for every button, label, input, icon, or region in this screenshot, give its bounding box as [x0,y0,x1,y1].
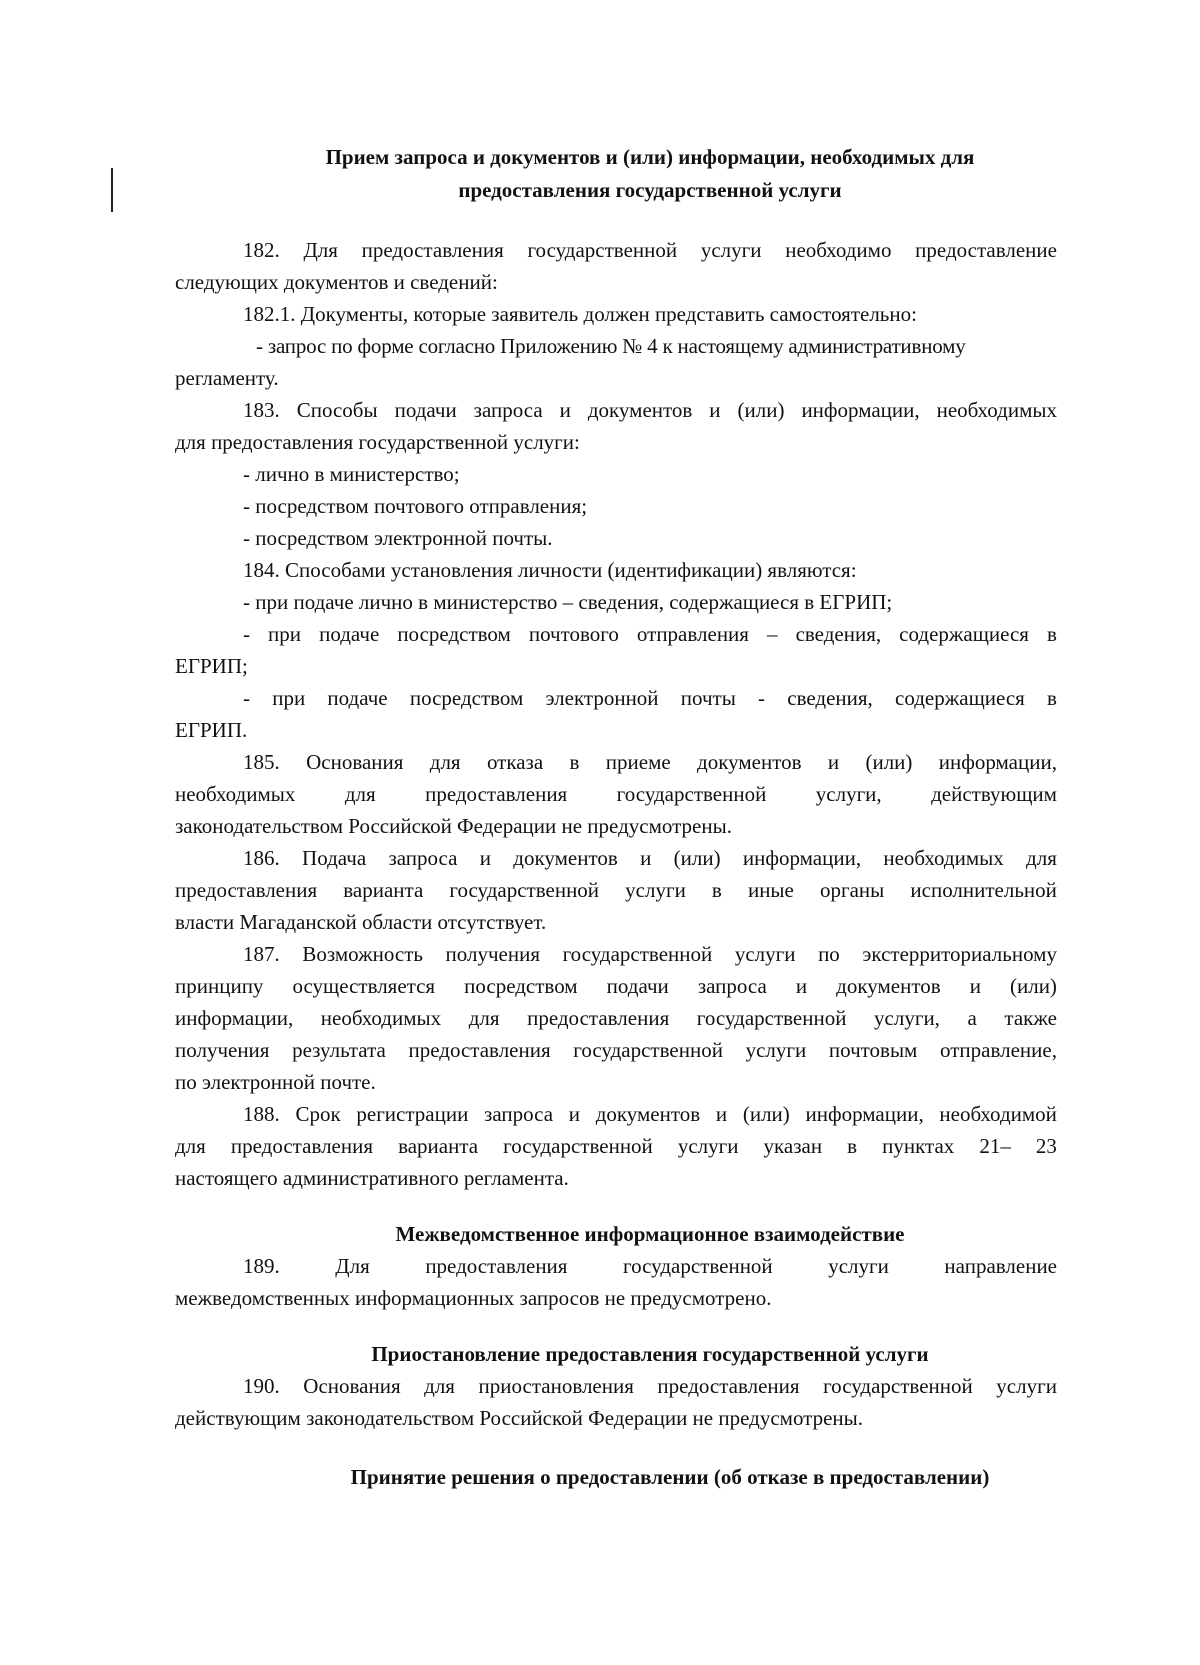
word: Для [303,238,338,262]
paragraph-182-1: 182.1. Документы, которые заявитель должен представить самостоятельно: [243,302,917,326]
word: и [715,1102,728,1126]
word: необходимых [320,1006,442,1030]
word: 189. [243,1254,280,1278]
paragraph-188-line-3: настоящего административного регламента. [175,1166,569,1190]
word: в [1047,686,1057,710]
word: и [969,974,981,998]
word: 182. [243,238,280,262]
word: государственной [503,1134,653,1158]
word: отправления [636,622,749,646]
word: электронной [545,686,659,710]
word: посредством [464,974,578,998]
section-heading-suspension: Приостановление предоставления государственной услуги [371,1342,929,1366]
word: подачи [606,974,669,998]
word: предоставления [230,1134,374,1158]
word: Подача [302,846,367,870]
word: осуществляется [292,974,436,998]
word: регистрации [356,1102,469,1126]
word: посредством [409,686,524,710]
word: получения [445,942,540,966]
word: информации, [175,1006,294,1030]
word: документов [587,398,693,422]
word: необходимых [883,846,1004,870]
word: почтового [528,622,619,646]
word: пунктах [882,1134,955,1158]
word: в [847,1134,858,1158]
word: в [569,750,580,774]
word: государственной [449,878,600,902]
paragraph-189-line-2: межведомственных информационных запросов не предусмотрено. [175,1286,772,1310]
list-item-id-by-post-cont: ЕГРИП; [175,654,248,678]
word: документов [697,750,802,774]
list-item-id-by-post [243,619,1057,649]
word: услуги [700,238,762,262]
list-item-request-form-cont: регламенту. [175,366,279,390]
word: услуги [677,1134,739,1158]
word: услуги [828,1254,889,1278]
word: государственной [616,782,767,806]
word: услуги [734,942,796,966]
list-item-by-email: - посредством электронной почты. [243,526,553,550]
word: действующим [931,782,1057,806]
paragraph-183-line-2: для предоставления государственной услуги: [175,430,580,454]
word: подаче [327,686,388,710]
word: в [711,878,722,902]
paragraph-184: 184. Способами установления личности (идентификации) являются: [243,558,857,582]
word: и [709,398,721,422]
word: содержащиеся [895,686,1025,710]
word: Основания [306,750,404,774]
word: и [559,398,571,422]
word: подаче [319,622,380,646]
list-item-id-in-person: - при подаче лично в министерство – сведения, содержащиеся в ЕГРИП; [243,590,893,614]
word: результата [292,1038,386,1062]
paragraph-182-line-2: следующих документов и сведений: [175,270,498,294]
paragraph-187-line-4 [175,1035,1057,1065]
word: запроса [484,1102,554,1126]
word: иные [747,878,794,902]
word: органы [819,878,885,902]
word: для [175,1134,206,1158]
paragraph-189-line-1 [243,1251,1057,1281]
paragraph-187-line-1 [243,939,1057,969]
word: Возможность [302,942,423,966]
word: содержащиеся [899,622,1029,646]
word: информации, [801,398,920,422]
word: приостановления [478,1374,634,1398]
paragraph-185-line-3: законодательством Российской Федерации не предусмотрены. [175,814,732,838]
word: варианта [398,1134,479,1158]
word: 190. [243,1374,280,1398]
word: сведения, [795,622,882,646]
word: Основания [303,1374,401,1398]
word: информации, [938,750,1057,774]
paragraph-187-line-3 [175,1003,1057,1033]
word: услуги, [874,1006,940,1030]
word: необходимой [939,1102,1057,1126]
paragraph-186-line-3: власти Магаданской области отсутствует. [175,910,547,934]
paragraph-183-line-1 [243,395,1057,425]
paragraph-190-line-2: действующим законодательством Российской Федерации не предусмотрены. [175,1406,864,1430]
word: и [568,1102,580,1126]
word: государственной [623,1254,773,1278]
word: для [468,1006,500,1030]
word: предоставления [657,1374,800,1398]
word: предоставления [425,1254,568,1278]
word: необходимо [785,238,892,262]
word: почты [680,686,736,710]
word: (или) [742,1102,790,1126]
word: предоставление [915,238,1057,262]
paragraph-188-line-1 [243,1099,1057,1129]
word: экстерриториальному [862,942,1057,966]
word: государственной [696,1006,847,1030]
word: и [827,750,840,774]
paragraph-187-line-2 [175,971,1057,1001]
margin-change-bar [111,168,113,212]
word: предоставления [408,1038,551,1062]
word: отправление, [940,1038,1057,1062]
word: – [767,622,778,646]
word: 183. [243,398,280,422]
list-item-by-post: - посредством почтового отправления; [243,494,588,518]
word: также [1004,1006,1057,1030]
word: 21– [979,1134,1011,1158]
paragraph-186-line-2 [175,875,1057,905]
word: предоставления [425,782,568,806]
section-heading-decision: Принятие решения о предоставлении (об отказе в предоставлении) [350,1465,990,1489]
word: государственной [573,1038,723,1062]
word: а [967,1006,977,1030]
word: при [272,686,306,710]
word: (или) [1009,974,1057,998]
word: для [1026,846,1057,870]
word: для [424,1374,455,1398]
word: - [243,686,250,710]
list-item-in-person: - лично в министерство; [243,462,460,486]
word: и [795,974,808,998]
word: в [1047,622,1057,646]
word: получения [175,1038,270,1062]
paragraph-186-line-1 [243,843,1057,873]
word: 187. [243,942,280,966]
paragraph-185-line-2 [175,779,1057,809]
word: необходимых [936,398,1057,422]
word: посредством [397,622,511,646]
paragraph-187-line-5: по электронной почте. [175,1070,376,1094]
word: услуги, [815,782,882,806]
section-heading-request-intake [182,141,1118,207]
word: предоставления [527,1006,670,1030]
word: приеме [605,750,671,774]
heading-line: Прием запроса и документов и (или) информации, необходимых для [325,145,975,169]
word: подачи [394,398,457,422]
word: сведения, [787,686,873,710]
word: запроса [697,974,767,998]
paragraph-190-line-1 [243,1371,1057,1401]
word: (или) [673,846,721,870]
word: услуги [625,878,686,902]
word: - [758,686,766,710]
word: 185. [243,750,280,774]
paragraph-182-line-1 [243,235,1057,265]
word: 188. [243,1102,280,1126]
word: запроса [473,398,543,422]
word: документов [595,1102,701,1126]
word: государственной [562,942,713,966]
word: предоставления [175,878,318,902]
word: почтовым [828,1038,918,1062]
word: государственной [527,238,678,262]
word: Для [335,1254,370,1278]
list-item-request-form: - запрос по форме согласно Приложению № 4 к настоящему административному [256,334,966,358]
word: исполнительной [910,878,1057,902]
word: запроса [388,846,458,870]
word: при [268,622,302,646]
word: необходимых [175,782,296,806]
word: для [429,750,461,774]
section-heading-interagency: Межведомственное информационное взаимодействие [395,1222,905,1246]
word: 186. [243,846,280,870]
word: документов [836,974,941,998]
word: услуги [996,1374,1057,1398]
word: - [243,622,250,646]
word: Способы [296,398,378,422]
word: по [818,942,840,966]
word: указан [763,1134,823,1158]
word: (или) [865,750,913,774]
word: принципу [175,974,264,998]
word: услуги [745,1038,807,1062]
word: государственной [823,1374,973,1398]
paragraph-188-line-2 [175,1131,1057,1161]
word: (или) [737,398,785,422]
word: отказа [486,750,544,774]
word: предоставления [361,238,504,262]
word: документов [513,846,618,870]
list-item-id-by-email-cont: ЕГРИП. [175,718,248,742]
word: и [640,846,652,870]
heading-line: предоставления государственной услуги [458,178,842,202]
word: информации, [742,846,862,870]
word: Срок [295,1102,341,1126]
word: варианта [343,878,424,902]
word: и [479,846,491,870]
word: 23 [1035,1134,1057,1158]
paragraph-185-line-1 [243,747,1057,777]
word: направление [944,1254,1057,1278]
list-item-id-by-email [243,683,1057,713]
word: для [344,782,376,806]
word: информации, [805,1102,924,1126]
